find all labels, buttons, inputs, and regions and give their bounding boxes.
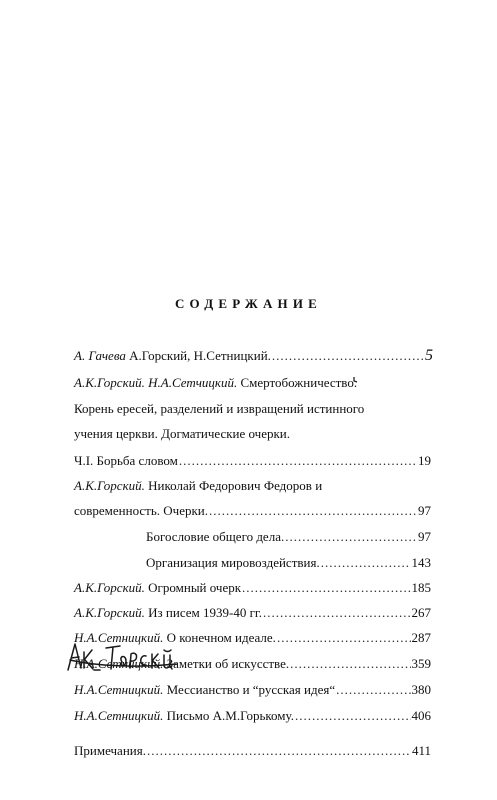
entry-page: 143 [411, 555, 431, 570]
toc-entry-pismo-gorkomu [74, 708, 431, 724]
leader-dots [147, 743, 411, 759]
entry-page: 97 [418, 503, 431, 518]
entry-continuation: учения церкви. Догматические очерки. [74, 426, 291, 441]
entry-title: Огромный очерк [144, 580, 242, 595]
entry-page: 287 [411, 630, 431, 645]
entry-page: 406 [411, 708, 431, 723]
entry-title: А.Горский, Н.Сетницкий. [125, 348, 271, 363]
entry-title: Письмо А.М.Горькому. [163, 708, 294, 723]
entry-title: Мессианство и “русская идея“ [163, 682, 336, 697]
toc-entry-ogromny-ocherk [74, 580, 431, 596]
leader-dots [263, 605, 410, 621]
entry-page: 380 [411, 682, 431, 697]
entry-author: Н.А.Сетницкий. [74, 630, 164, 645]
entry-page: 359 [411, 656, 431, 671]
entry-author: А.К.Горский. Н.А.Сетчицкий. [74, 375, 238, 390]
entry-continuation: Корень ересей, разделений и извращений истинного [74, 401, 365, 416]
entry-title: Богословие общего дела. [146, 529, 285, 544]
leader-dots [285, 529, 417, 545]
leader-dots [209, 503, 417, 519]
entry-page: 267 [411, 605, 431, 620]
entry-author: А.К.Горский. [74, 580, 145, 595]
leader-dots [295, 708, 411, 724]
entry-page: 5 [425, 347, 433, 364]
toc-entry-fedorov [74, 478, 322, 494]
toc-entry-smertobozhnichestvo [74, 375, 357, 391]
toc-entry-organizatsiya [146, 555, 431, 571]
entry-author: Н.А.Сетницкий. [74, 656, 164, 671]
entry-author: А.К.Горский. [74, 478, 145, 493]
entry-continuation-line [74, 503, 431, 519]
entry-author: Н.А.Сетницкий. [74, 708, 164, 723]
entry-page: 19 [418, 453, 431, 468]
leader-dots [321, 555, 411, 571]
entry-title: Николай Федорович Федоров и [144, 478, 323, 493]
entry-title: Ч.I. Борьба словом [74, 453, 178, 468]
entry-title: Заметки об искусстве. [163, 656, 290, 671]
entry-page: 97 [418, 529, 431, 544]
page-title: СОДЕРЖАНИЕ [174, 296, 323, 311]
toc-entry-borba-slovom [74, 453, 431, 469]
leader-dots [277, 630, 411, 646]
leader-dots [242, 580, 410, 596]
pen-mark-icon [353, 377, 358, 383]
leader-dots [336, 682, 410, 698]
entry-title: Смертобожничество. [237, 375, 358, 390]
entry-page: 185 [411, 580, 431, 595]
entry-title: Организация мировоздействия. [146, 555, 320, 570]
toc-entry-iz-pisem [74, 605, 431, 621]
handwritten-signature [66, 640, 178, 674]
toc-entry-bogoslovie [146, 529, 431, 545]
leader-dots [290, 656, 410, 672]
entry-author: А.К.Горский. [74, 605, 145, 620]
toc-entry-gacheva [74, 348, 433, 364]
leader-dots [179, 453, 417, 469]
entry-title: Примечания. [74, 743, 146, 758]
entry-author: Н.А.Сетницкий. [74, 682, 164, 697]
entry-author: А. Гачева [74, 348, 126, 363]
entry-page: 411 [411, 743, 431, 758]
toc-entry-primechaniya [74, 743, 431, 759]
entry-continuation: современность. Очерки. [74, 503, 209, 518]
entry-title: Из писем 1939-40 гг. [144, 605, 263, 620]
entry-title: О конечном идеале. [163, 630, 276, 645]
leader-dots [272, 348, 424, 364]
toc-entry-messianstvo [74, 682, 431, 698]
